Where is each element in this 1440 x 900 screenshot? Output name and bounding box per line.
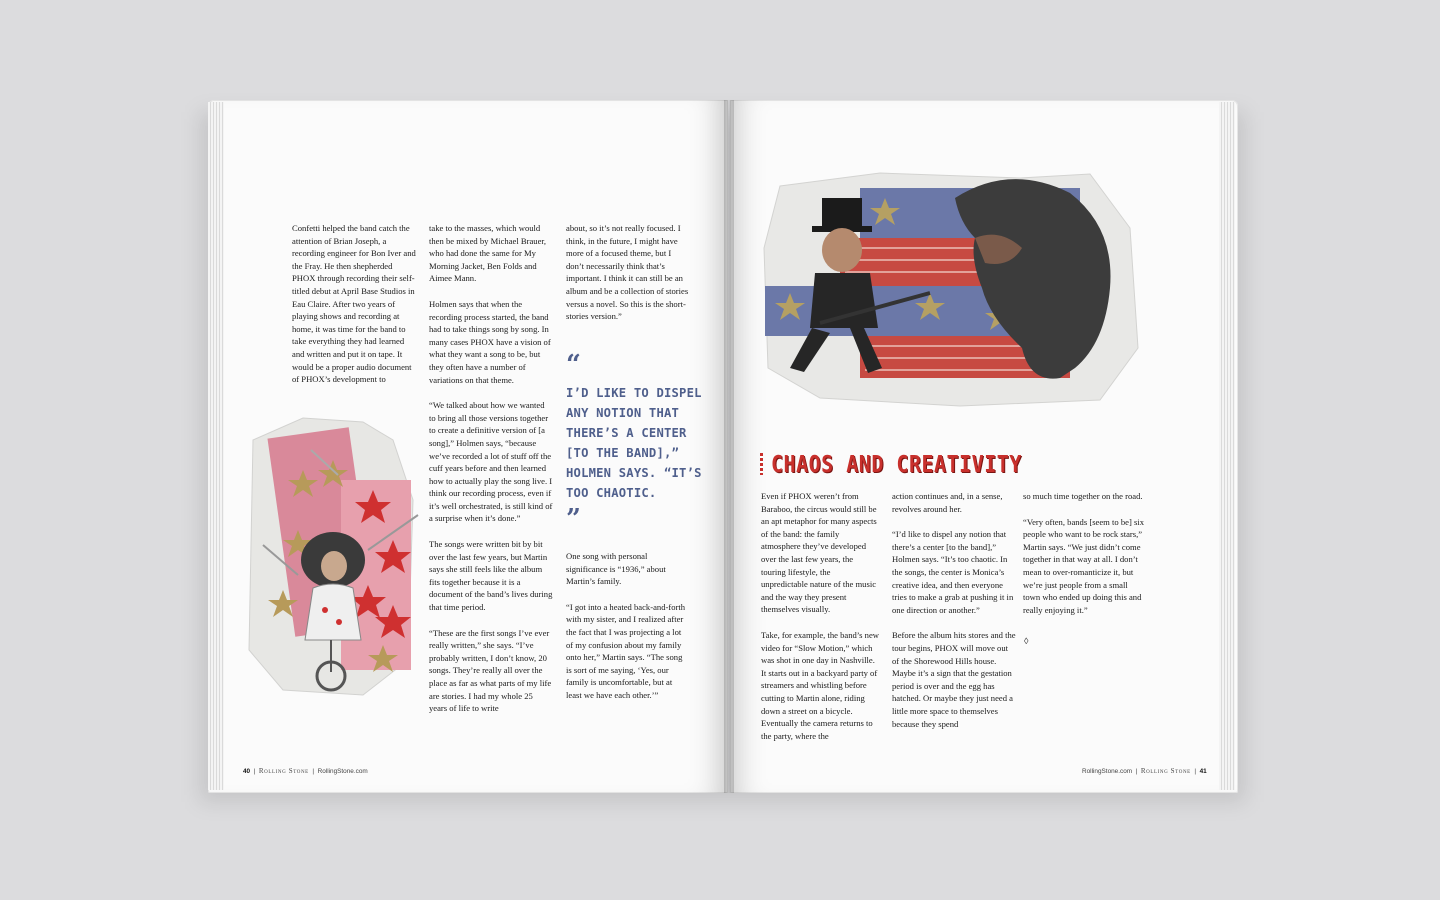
- unicycle-clown-collage: [243, 410, 423, 700]
- right-column-1: [761, 490, 879, 755]
- pull-quote: [566, 350, 706, 534]
- folio-site: RollingStone.com: [317, 768, 368, 775]
- paragraph: Take, for example, the band’s new video for “Slow Motion,” which was shot in one day in Nashville. It starts out in a backyard party of streamers and whistling before cutting to Martin alone, riding down a street on a bicycle. Eventually the camera returns to the party, where the: [761, 629, 879, 741]
- heading-text: CHAOS AND CREATIVITY: [771, 450, 1022, 478]
- heading-accent-bar: [760, 453, 763, 475]
- left-column-1: [292, 222, 416, 399]
- section-heading: [760, 450, 1022, 478]
- folio-site: RollingStone.com: [1082, 768, 1133, 775]
- right-column-3: [1023, 490, 1147, 629]
- end-mark-icon: ◊: [1024, 636, 1029, 646]
- paragraph: Before the album hits stores and the tour begins, PHOX will move out of the Shorewood Hills house. Maybe it’s a sign that the gestation period is over and the egg has hatched. Or maybe they just need a little more space to themselves because they spend: [892, 630, 1016, 729]
- open-quote-mark: “: [566, 350, 581, 380]
- paragraph: Holmen says that when the recording process started, the band had to take things song by song. In many cases PHOX have a vision of what they want a song to be, but they often have a number of variations on that theme.: [429, 298, 551, 385]
- ringmaster-lion-collage: [760, 168, 1140, 408]
- paragraph: Even if PHOX weren’t from Baraboo, the circus would still be an apt metaphor for many aspects of the band: the family atmosphere they’ve developed over the last few years, the touring lifestyle, the unpredictable nature of the music and the way they present themselves visually.: [761, 491, 877, 615]
- pull-quote-text: I’D LIKE TO DISPEL ANY NOTION THAT THERE’S A CENTER [TO THE BAND],” HOLMEN SAYS. “IT’S TOO CHAOTIC.: [566, 386, 702, 500]
- right-page-edges: [1219, 102, 1235, 790]
- paragraph: The songs were written bit by bit over the last few years, but Martin says she still feels like the album fits together because it is a document of the band’s lives during that time period.: [429, 539, 553, 613]
- paragraph: “These are the first songs I’ve ever really written,” she says. “I’ve probably written, I don’t know, 20 songs. They’re really all over the place as far as what parts of my life are stories. I had my whole 25 years of life to write: [429, 627, 552, 714]
- right-folio: RollingStone.com | Rolling Stone | 41: [1082, 767, 1207, 775]
- page-number: 40: [243, 768, 251, 775]
- paragraph: “Very often, bands [seem to be] six people who want to be rock stars,” Martin says. “We just didn’t come together in that way at all. I don’t mean to over-romanticize it, but we’re just people from a small town who ended up doing this and really enjoying it.”: [1023, 516, 1144, 615]
- folio-brand: Rolling Stone: [258, 767, 309, 775]
- left-column-3-top: [566, 222, 690, 336]
- left-column-2: [429, 222, 553, 728]
- page-number: 41: [1199, 768, 1207, 775]
- paragraph: Confetti helped the band catch the attention of Brian Joseph, a recording engineer for Bon Iver and the Fray. He then shepherded PHOX through recording their self-titled debut at April Base Studios in Eau Claire. After two years of playing shows and recording at home, it was time for the band to take everything they had learned and written and put it on tape. It would be a proper audio document of PHOX’s development to: [292, 223, 416, 385]
- left-column-3-bottom: [566, 550, 690, 715]
- paragraph: “We talked about how we wanted to bring all those versions together to create a definitive version of [a song],” Holmen says, “because we’ve recorded a lot of stuff off the cuff years before and then learned how to actually play the song live. I think our recording process, even if it’s well orchestrated, is still kind of a surprise when it’s done.”: [429, 400, 553, 524]
- paragraph: action continues and, in a sense, revolves around her.: [892, 491, 1003, 514]
- paragraph: so much time together on the road.: [1023, 491, 1143, 501]
- close-quote-mark: ”: [566, 504, 581, 534]
- left-page-edges: [208, 102, 224, 790]
- folio-brand: Rolling Stone: [1140, 767, 1191, 775]
- paragraph: “I got into a heated back-and-forth with my sister, and I realized after the fact that I was projecting a lot of my confusion about my family onto her,” Martin says. “The song is sort of me saying, ‘Yes, our family is uncomfortable, but at least we have each other.’”: [566, 601, 686, 700]
- paragraph: “I’d like to dispel any notion that there’s a center [to the band],” Holmen says. “It’s too chaotic. In the songs, the center is Monica’s creative idea, and then everyone tries to make a grab at pushing it in one direction or another.”: [892, 529, 1014, 615]
- paragraph: One song with personal significance is “1936,” about Martin’s family.: [566, 551, 666, 587]
- right-column-2: [892, 490, 1016, 743]
- paragraph: about, so it’s not really focused. I think, in the future, I might have more of a focused theme, but I don’t necessarily think that’s important. I think it can still be an album and be a collection of stories versus a novel. So this is the short-stories version.”: [566, 223, 689, 322]
- spine-gutter: [724, 100, 734, 793]
- paragraph: take to the masses, which would then be mixed by Michael Brauer, who had done the same for My Morning Jacket, Ben Folds and Aimee Mann.: [429, 223, 547, 284]
- left-folio: 40 | Rolling Stone | RollingStone.com: [243, 767, 368, 775]
